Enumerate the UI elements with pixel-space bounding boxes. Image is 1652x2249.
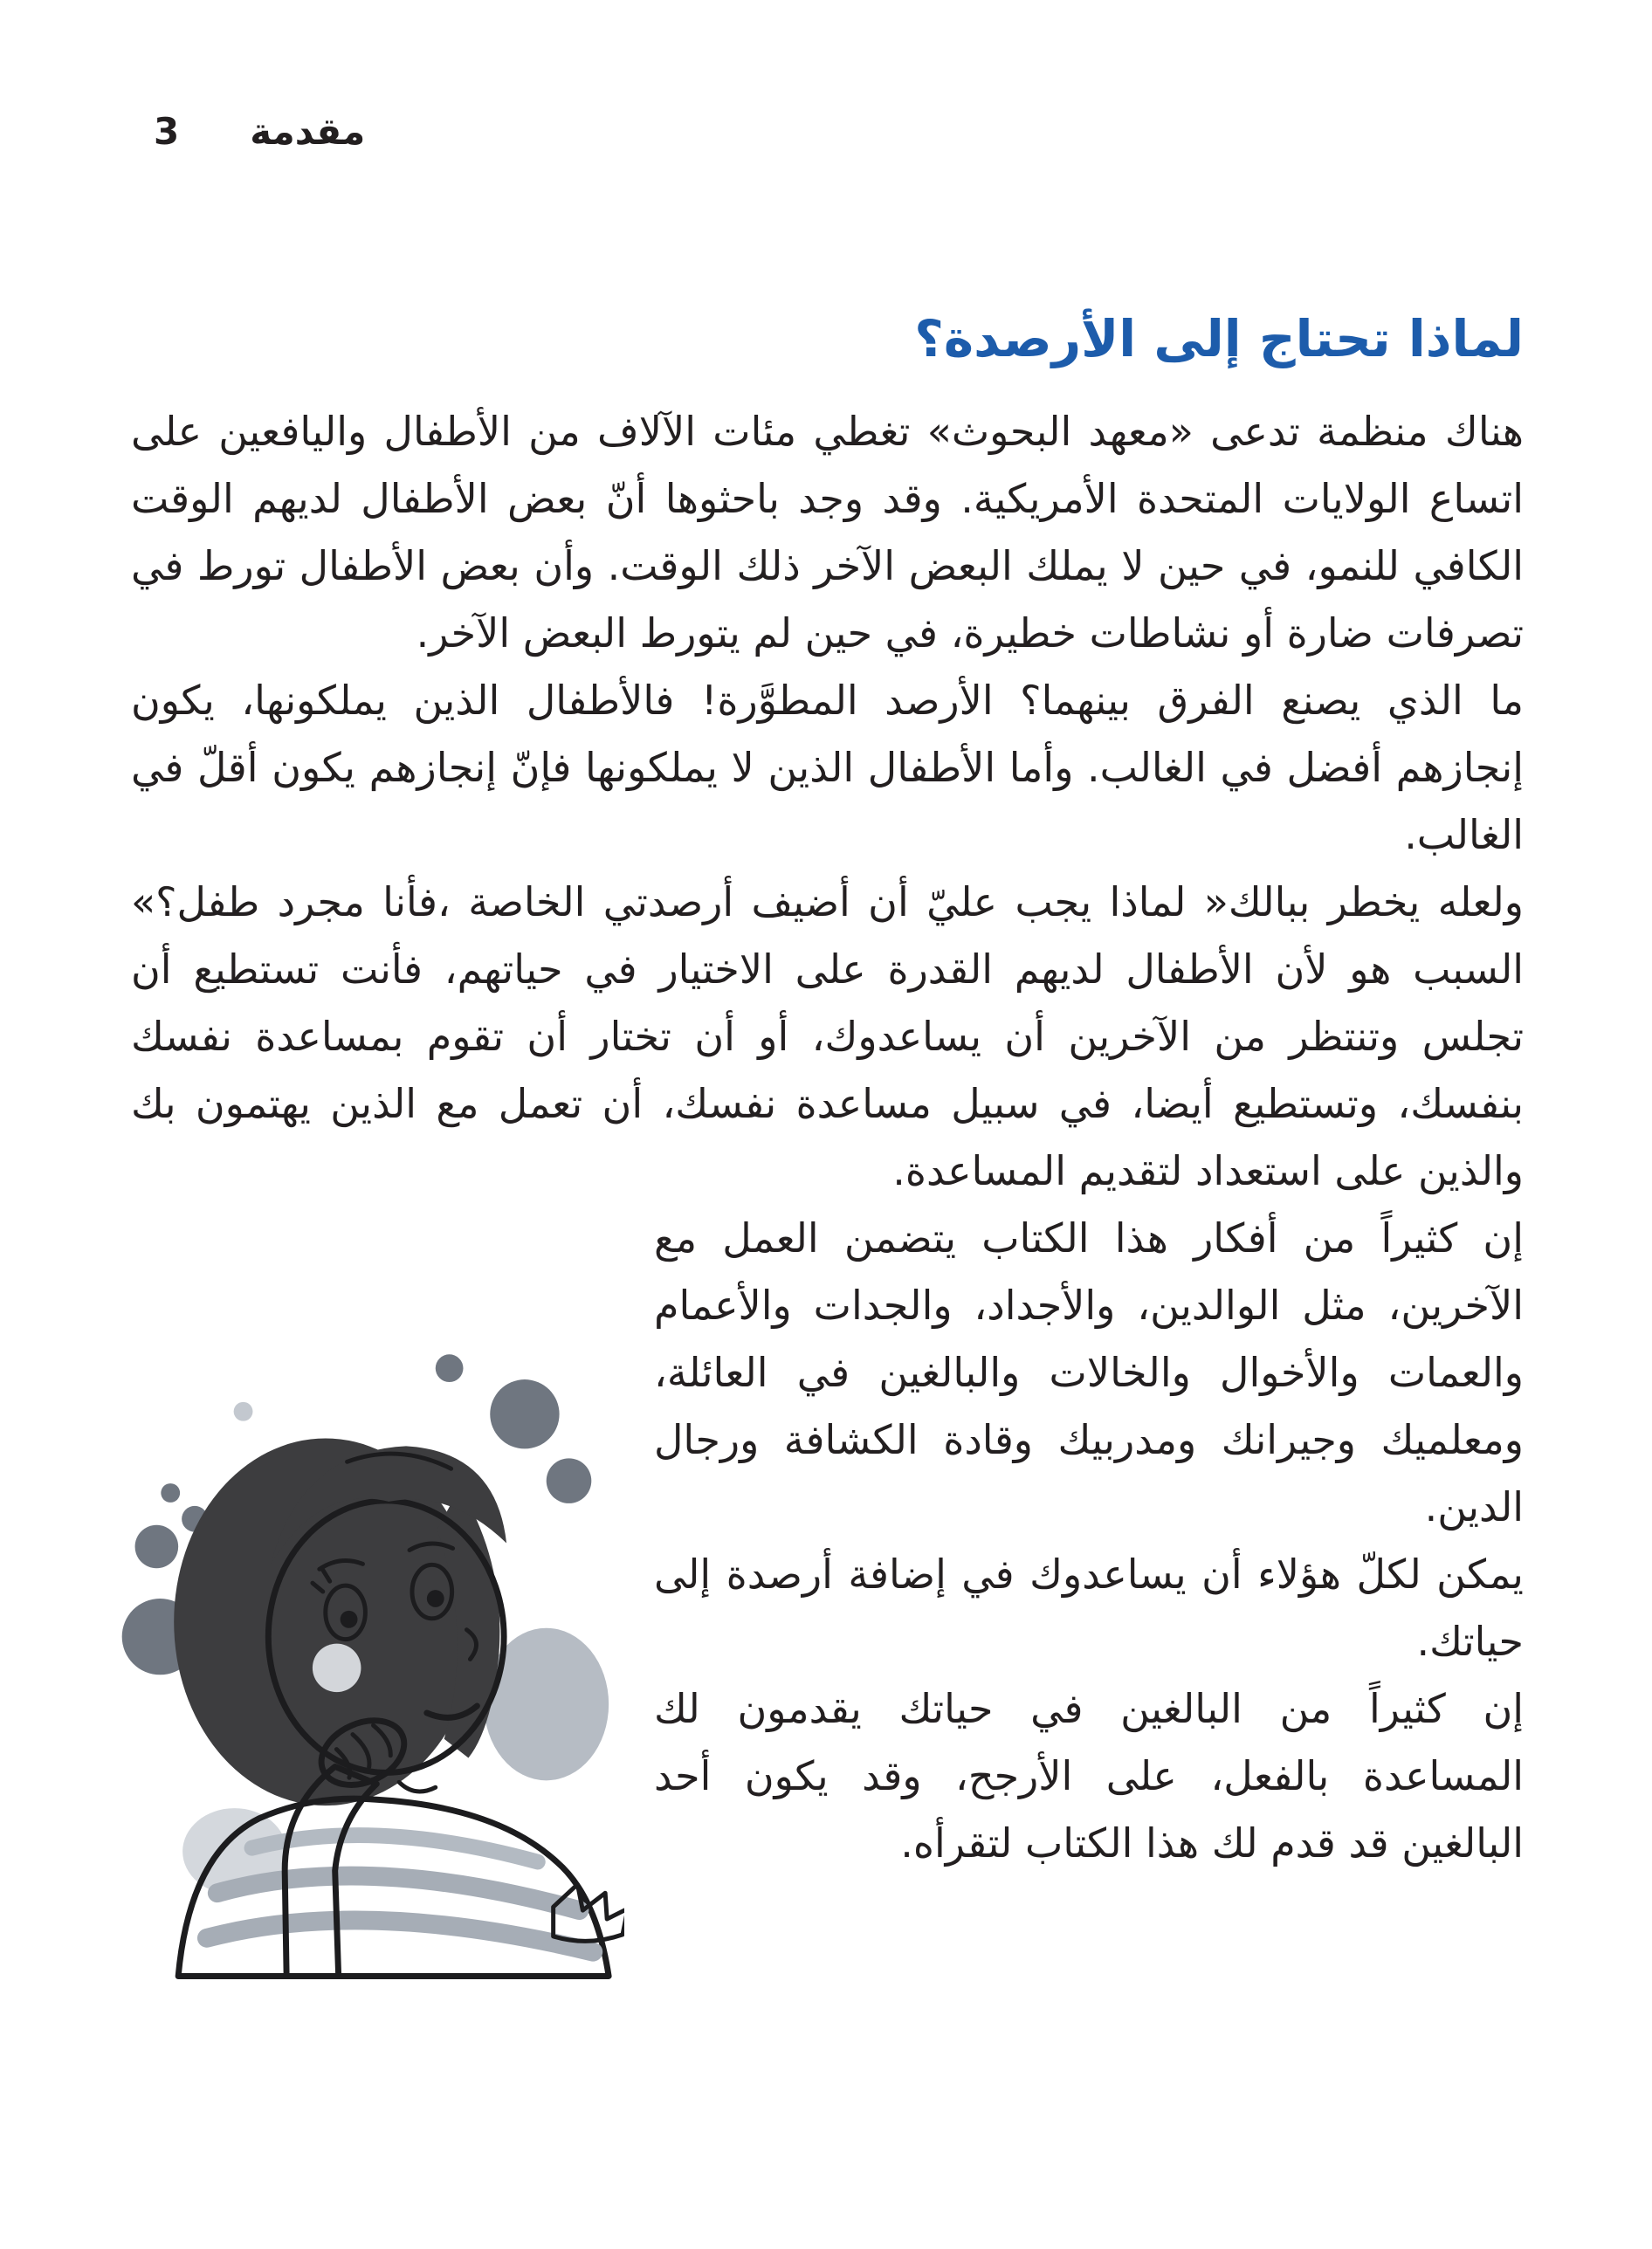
paragraph: يمكن لكلّ هؤلاء أن يساعدوك في إضافة أرصدة إلى حياتك. xyxy=(654,1551,1524,1666)
blush xyxy=(313,1644,361,1693)
collar xyxy=(399,1782,436,1792)
background-dot xyxy=(547,1458,592,1503)
background-dot xyxy=(436,1354,464,1382)
girl-illustration xyxy=(87,1329,624,1979)
body-text xyxy=(131,398,1524,1877)
shirt-stripe xyxy=(217,1876,580,1911)
running-head xyxy=(154,110,365,153)
page-number: 3 xyxy=(154,110,181,153)
left-pupil xyxy=(341,1611,358,1628)
section-heading: لماذا تحتاج إلى الأرصدة؟ xyxy=(914,309,1524,368)
girl-thinking-drawing xyxy=(87,1329,624,1979)
shirt-stripe xyxy=(207,1921,593,1952)
background-dot xyxy=(490,1379,559,1448)
background-dot xyxy=(161,1483,180,1503)
paragraph: إن كثيراً من البالغين في حياتك يقدمون لك المساعدة بالفعل، على الأرجح، وقد يكون أحد البالغين قد قدم لك هذا الكتاب لتقرأه. xyxy=(654,1685,1524,1867)
paragraph: إن كثيراً من أفكار هذا الكتاب يتضمن العمل مع الآخرين، مثل الوالدين، والأجداد، والجدات والأعمام والعمات والأخوال والخالات والبالغين في العائلة، ومعلميك وجيرانك ومدربيك وقادة الكشافة ورجال الدين. xyxy=(654,1214,1524,1531)
background-dot xyxy=(135,1525,179,1569)
shirt-stripe xyxy=(251,1835,537,1861)
right-pupil xyxy=(427,1590,444,1607)
main-content xyxy=(131,302,1524,1979)
paragraph: ما الذي يصنع الفرق بينهما؟ الأرصد المطوَّرة! فالأطفال الذين يملكونها، يكون إنجازهم أفضل في الغالب. وأما الأطفال الذين لا يملكونها فإنّ إنجازهم يكون أقلّ في الغالب. xyxy=(131,677,1524,859)
paragraph: هناك منظمة تدعى «معهد البحوث» تغطي مئات الآلاف من الأطفال واليافعين على اتساع الولايات المتحدة الأمريكية. وقد وجد باحثوها أنّ بعض الأطفال لديهم الوقت الكافي للنمو، في حين لا يملك البعض الآخر ذلك الوقت. وأن بعض الأطفال تورط في تصرفات ضارة أو نشاطات خطيرة، في حين لم يتورط البعض الآخر. xyxy=(131,408,1524,657)
running-title: مقدمة xyxy=(250,110,366,153)
background-dot xyxy=(234,1402,253,1421)
paragraph: ولعله يخطر ببالك« لماذا يجب عليّ أن أضيف أرصدتي الخاصة ،فأنا مجرد طفل؟» السبب هو لأن الأطفال لديهم القدرة على الاختيار في حياتهم، فأنت تستطيع أن تجلس وتنتظر من الآخرين أن يساعدوك، أو أن تختار أن تقوم بمساعدة نفسك بنفسك، وتستطيع أيضا، في سبيل مساعدة نفسك، أن تعمل مع الذين يهتمون بك والذين على استعداد لتقديم المساعدة. xyxy=(131,878,1524,1195)
